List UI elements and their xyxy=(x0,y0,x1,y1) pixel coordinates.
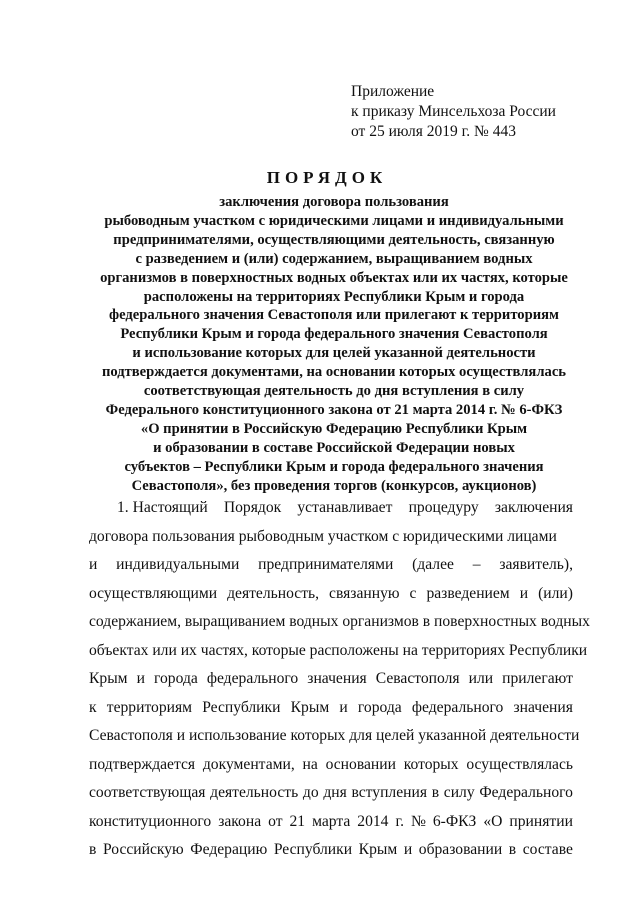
body-word: вступления xyxy=(351,784,427,801)
body-word: города xyxy=(357,698,402,716)
body-word: которых xyxy=(403,755,459,773)
body-word: соответствующая xyxy=(89,784,206,801)
body-word: Крым xyxy=(290,698,330,716)
body-word: Республики xyxy=(202,698,281,716)
body-word: Федерального xyxy=(479,784,573,801)
subtitle-line: расположены на территориях Республики Крым и города xyxy=(143,288,525,305)
body-line xyxy=(89,694,573,723)
appendix-line-3: от 25 июля 2019 г. № 443 xyxy=(351,123,516,140)
subtitle-line: предпринимателями, осуществляющими деятельность, связанную xyxy=(113,231,555,248)
body-line xyxy=(89,608,590,637)
subtitle-line: Севастополя», без проведения торгов (конкурсов, аукционов) xyxy=(131,477,537,494)
body-word: территориям xyxy=(106,698,193,716)
body-word: 2014 xyxy=(357,812,389,830)
body-word: основании xyxy=(325,755,396,773)
body-word: значения xyxy=(307,670,367,687)
body-word: осуществлялась xyxy=(466,755,573,773)
body-word: и xyxy=(89,556,98,573)
body-word: № xyxy=(410,812,426,830)
subtitle-line: заключения договора пользования xyxy=(219,194,449,210)
body-word: Федерацию xyxy=(190,841,268,858)
body-word: объектах или их частях, которые расположены на территориях Республики xyxy=(89,641,588,659)
body-word: в xyxy=(89,841,97,858)
body-word: осуществляющими xyxy=(89,584,218,602)
body-word: содержанием, выращиванием водных организмов в поверхностных водных xyxy=(89,613,590,630)
body-line xyxy=(89,779,573,808)
body-word: Севастополя xyxy=(375,670,460,687)
body-word: города xyxy=(154,670,198,687)
body-word: устанавливает xyxy=(297,499,393,516)
body-word: Российскую xyxy=(102,841,184,858)
appendix-line-1: Приложение xyxy=(351,83,435,100)
body-word: 1. Настоящий xyxy=(117,499,208,516)
body-word: значения xyxy=(513,698,573,716)
body-word: Порядок xyxy=(223,499,282,516)
body-word: принятии xyxy=(509,812,573,830)
body-line xyxy=(89,494,573,523)
appendix-block xyxy=(351,82,611,142)
subtitle-line: рыбоводным участком с юридическими лицами и индивидуальными xyxy=(104,212,564,229)
body-line xyxy=(89,751,573,780)
body-line xyxy=(89,523,573,552)
body-word: прилегают xyxy=(502,670,573,687)
body-word: связанную xyxy=(329,584,400,602)
body-word: и xyxy=(339,698,348,716)
body-word: Севастополя и использование которых для целей указанной деятельности xyxy=(89,727,580,744)
body-word: (далее xyxy=(412,556,454,573)
body-word: 6-ФКЗ xyxy=(432,812,477,830)
subtitle-line: и использование которых для целей указанной деятельности xyxy=(132,345,536,362)
document-title: ПОРЯДОК xyxy=(266,168,388,187)
body-line xyxy=(89,665,573,694)
body-word: в xyxy=(431,784,440,801)
body-word: заявитель), xyxy=(499,556,573,573)
body-line xyxy=(89,722,580,751)
body-word: закона xyxy=(218,812,262,830)
body-word: к xyxy=(89,698,97,716)
body-word: федерального xyxy=(411,698,504,716)
body-word: силу xyxy=(443,784,475,801)
subtitle-line: с разведением и (или) содержанием, выращиванием водных xyxy=(135,250,533,267)
body-word: федерального xyxy=(206,670,299,687)
body-line xyxy=(89,580,573,609)
body-word: и xyxy=(136,670,145,687)
body-word: предпринимателями xyxy=(258,556,394,573)
body-word: от xyxy=(268,812,283,830)
body-word: дня xyxy=(323,784,347,801)
body-word: подтверждается xyxy=(89,755,196,773)
body-word: и xyxy=(519,584,529,602)
subtitle-line: субъектов – Республики Крым и города федерального значения xyxy=(124,458,544,475)
body-word: индивидуальными xyxy=(116,556,240,573)
body-word: разведением xyxy=(426,584,510,602)
body-word: составе xyxy=(522,841,573,858)
body-line xyxy=(89,836,573,865)
body-word: документами, xyxy=(202,755,295,773)
appendix-line-2: к приказу Минсельхоза России xyxy=(351,103,556,120)
body-word: на xyxy=(302,755,318,773)
document-subtitle xyxy=(60,193,608,496)
body-word: деятельность xyxy=(210,784,299,801)
document-body xyxy=(89,494,590,865)
body-word: и xyxy=(403,841,413,858)
body-word: 21 xyxy=(289,812,306,830)
body-word: договора пользования рыбоводным участком с юридическими лицами xyxy=(89,527,557,545)
subtitle-line: Федерального конституционного закона от 21 марта 2014 г. № 6-ФКЗ xyxy=(105,401,563,418)
body-word: марта xyxy=(312,812,351,830)
body-word: «О xyxy=(483,812,503,830)
body-word: до xyxy=(302,784,319,801)
body-word: конституционного xyxy=(89,812,212,830)
body-word: Крым xyxy=(89,670,128,687)
subtitle-line: подтверждается документами, на основании которых осуществлялась xyxy=(101,364,567,381)
body-word: или xyxy=(468,670,494,687)
body-word: заключения xyxy=(494,499,573,516)
body-line xyxy=(89,551,573,580)
body-line xyxy=(89,637,588,666)
body-word: с xyxy=(409,584,417,602)
body-word: г. xyxy=(395,812,404,830)
body-word: Крым xyxy=(358,841,398,858)
body-word: в xyxy=(508,841,517,858)
body-word: Республики xyxy=(273,841,353,858)
body-word: деятельность, xyxy=(227,584,320,602)
subtitle-line: Республики Крым и города федерального значения Севастополя xyxy=(120,326,548,343)
body-word: – xyxy=(472,556,481,573)
body-word: (или) xyxy=(538,584,573,602)
subtitle-line: организмов в поверхностных водных объектах или их частях, которые xyxy=(100,269,568,286)
subtitle-line: соответствующая деятельность до дня вступления в силу xyxy=(143,383,525,400)
body-line xyxy=(89,808,573,837)
subtitle-line: «О принятии в Российскую Федерацию Республики Крым xyxy=(140,420,528,437)
body-word: процедуру xyxy=(408,499,479,516)
subtitle-line: и образовании в составе Российской Федерации новых xyxy=(153,439,515,456)
subtitle-line: федерального значения Севастополя или прилегают к территориям xyxy=(109,307,559,324)
body-word: образовании xyxy=(418,841,503,858)
